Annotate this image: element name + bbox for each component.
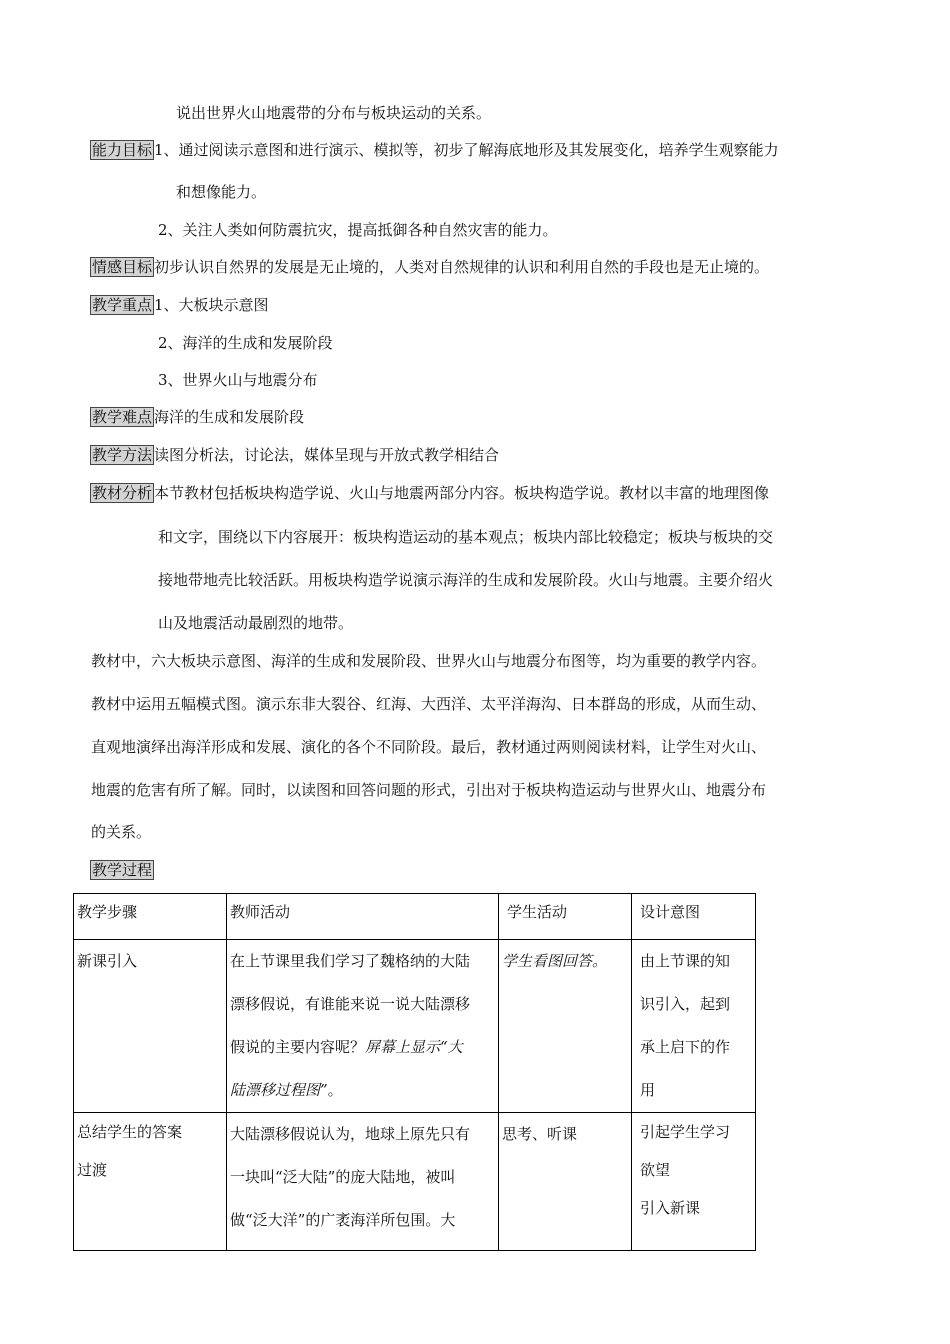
row1-teacher-line-4: [230, 1069, 498, 1112]
row2-design-line-1: 引起学生学习: [640, 1123, 731, 1141]
body-line-1: 教材中，六大板块示意图、海洋的生成和发展阶段、世界火山与地震分布图等，均为重要的教学内容。: [91, 652, 767, 670]
row1-design-line-1: 由上节课的知: [640, 952, 731, 970]
row1-teacher: [227, 940, 499, 1113]
body-line-5: 的关系。: [91, 823, 152, 841]
key-point-2: 2、海洋的生成和发展阶段: [158, 334, 333, 352]
key-point-1: 1、大板块示意图: [154, 296, 269, 314]
ability-item2: 2、关注人类如何防震抗灾，提高抵御各种自然灾害的能力。: [158, 221, 558, 239]
row2-design: [632, 1113, 756, 1251]
key-points-row: [90, 295, 269, 315]
ability-objective-row: [90, 140, 779, 160]
header-student: 学生活动: [499, 894, 632, 940]
difficulty-tag: 教学难点: [92, 408, 153, 426]
row1-teacher-line-3: [230, 1026, 498, 1069]
process-table: [73, 893, 756, 1251]
ability-item1-continuation: 和想像能力。: [176, 183, 267, 201]
emotion-objective-row: [90, 257, 769, 277]
row1-teacher-line-4-italic: 陆漂移过程图”: [230, 1081, 328, 1099]
method-row: [90, 445, 499, 465]
analysis-line-4: 山及地震活动最剧烈的地带。: [158, 614, 354, 632]
analysis-tag: 教材分析: [92, 484, 153, 502]
key-points-tag: 教学重点: [92, 296, 153, 314]
row2-teacher-line-1: 大陆漂移假说认为，地球上原先只有: [230, 1125, 471, 1143]
row2-teacher: [227, 1113, 499, 1251]
analysis-line-1: 本节教材包括板块构造学说、火山与地震两部分内容。板块构造学说。教材以丰富的地理图像: [154, 484, 770, 502]
difficulty-row: [90, 407, 304, 427]
emotion-objective-tag: 情感目标: [92, 258, 153, 276]
row1-student: [499, 940, 632, 1113]
table-header-row: [74, 894, 756, 940]
analysis-line-3: 接地带地壳比较活跃。用板块构造学说演示海洋的生成和发展阶段。火山与地震。主要介绍火: [158, 571, 774, 589]
process-tag: 教学过程: [92, 861, 153, 879]
process-row: [90, 860, 154, 880]
body-line-3: 直观地演绎出海洋形成和发展、演化的各个不同阶段。最后，教材通过两则阅读材料，让学生对火山、: [91, 738, 767, 756]
row2-teacher-line-3: 做“泛大洋”的广袤海洋所包围。大: [230, 1211, 456, 1229]
emotion-objective-text: 初步认识自然界的发展是无止境的，人类对自然规律的认识和利用自然的手段也是无止境的。: [154, 258, 770, 276]
ability-item1-text: 1、通过阅读示意图和进行演示、模拟等，初步了解海底地形及其发展变化，培养学生观察能力: [154, 141, 779, 159]
row1-teacher-line-3-plain: 假说的主要内容呢？: [230, 1038, 366, 1056]
table-row: [74, 940, 756, 1113]
analysis-row: [90, 483, 769, 503]
analysis-line-2: 和文字，围绕以下内容展开：板块构造运动的基本观点；板块内部比较稳定；板块与板块的交: [158, 528, 774, 546]
table-row: [74, 1113, 756, 1251]
row1-design: [632, 940, 756, 1113]
row1-step-text: 新课引入: [77, 952, 138, 970]
intro-line: 说出世界火山地震带的分布与板块运动的关系。: [176, 104, 492, 122]
row1-teacher-line-3-italic: 屏幕上显示“大: [365, 1038, 463, 1056]
difficulty-text: 海洋的生成和发展阶段: [154, 408, 305, 426]
key-point-3: 3、世界火山与地震分布: [158, 371, 318, 389]
header-teacher: 教师活动: [227, 894, 499, 940]
header-step: 教学步骤: [74, 894, 227, 940]
row2-step-line-1: 总结学生的答案: [77, 1123, 183, 1141]
header-design: 设计意图: [632, 894, 756, 940]
row1-teacher-line-4-plain: 。: [327, 1081, 343, 1099]
body-line-4: 地震的危害有所了解。同时，以读图和回答问题的形式，引出对于板块构造运动与世界火山、地震分布: [91, 781, 767, 799]
row2-step-line-2: 过渡: [77, 1161, 108, 1179]
row1-design-line-3: 承上启下的作: [640, 1038, 731, 1056]
row1-step: [74, 940, 227, 1113]
row2-student: [499, 1113, 632, 1251]
ability-objective-tag: 能力目标: [92, 141, 153, 159]
row2-student-text: 思考、听课: [502, 1125, 578, 1143]
row1-student-text: 学生看图回答。: [502, 952, 608, 970]
row1-teacher-line-2: 漂移假说，有谁能来说一说大陆漂移: [230, 995, 471, 1013]
row2-teacher-line-2: 一块叫“泛大陆”的庞大陆地，被叫: [230, 1168, 456, 1186]
method-tag: 教学方法: [92, 446, 153, 464]
row1-teacher-line-1: 在上节课里我们学习了魏格纳的大陆: [230, 952, 471, 970]
row1-design-line-4: 用: [640, 1081, 656, 1099]
row2-design-line-2: 欲望: [640, 1161, 671, 1179]
method-text: 读图分析法，讨论法，媒体呈现与开放式教学相结合: [154, 446, 500, 464]
row2-step: [74, 1113, 227, 1251]
body-line-2: 教材中运用五幅模式图。演示东非大裂谷、红海、大西洋、太平洋海沟、日本群岛的形成，从而生动、: [91, 695, 767, 713]
row2-design-line-3: 引入新课: [640, 1199, 701, 1217]
row1-design-line-2: 识引入，起到: [640, 995, 731, 1013]
